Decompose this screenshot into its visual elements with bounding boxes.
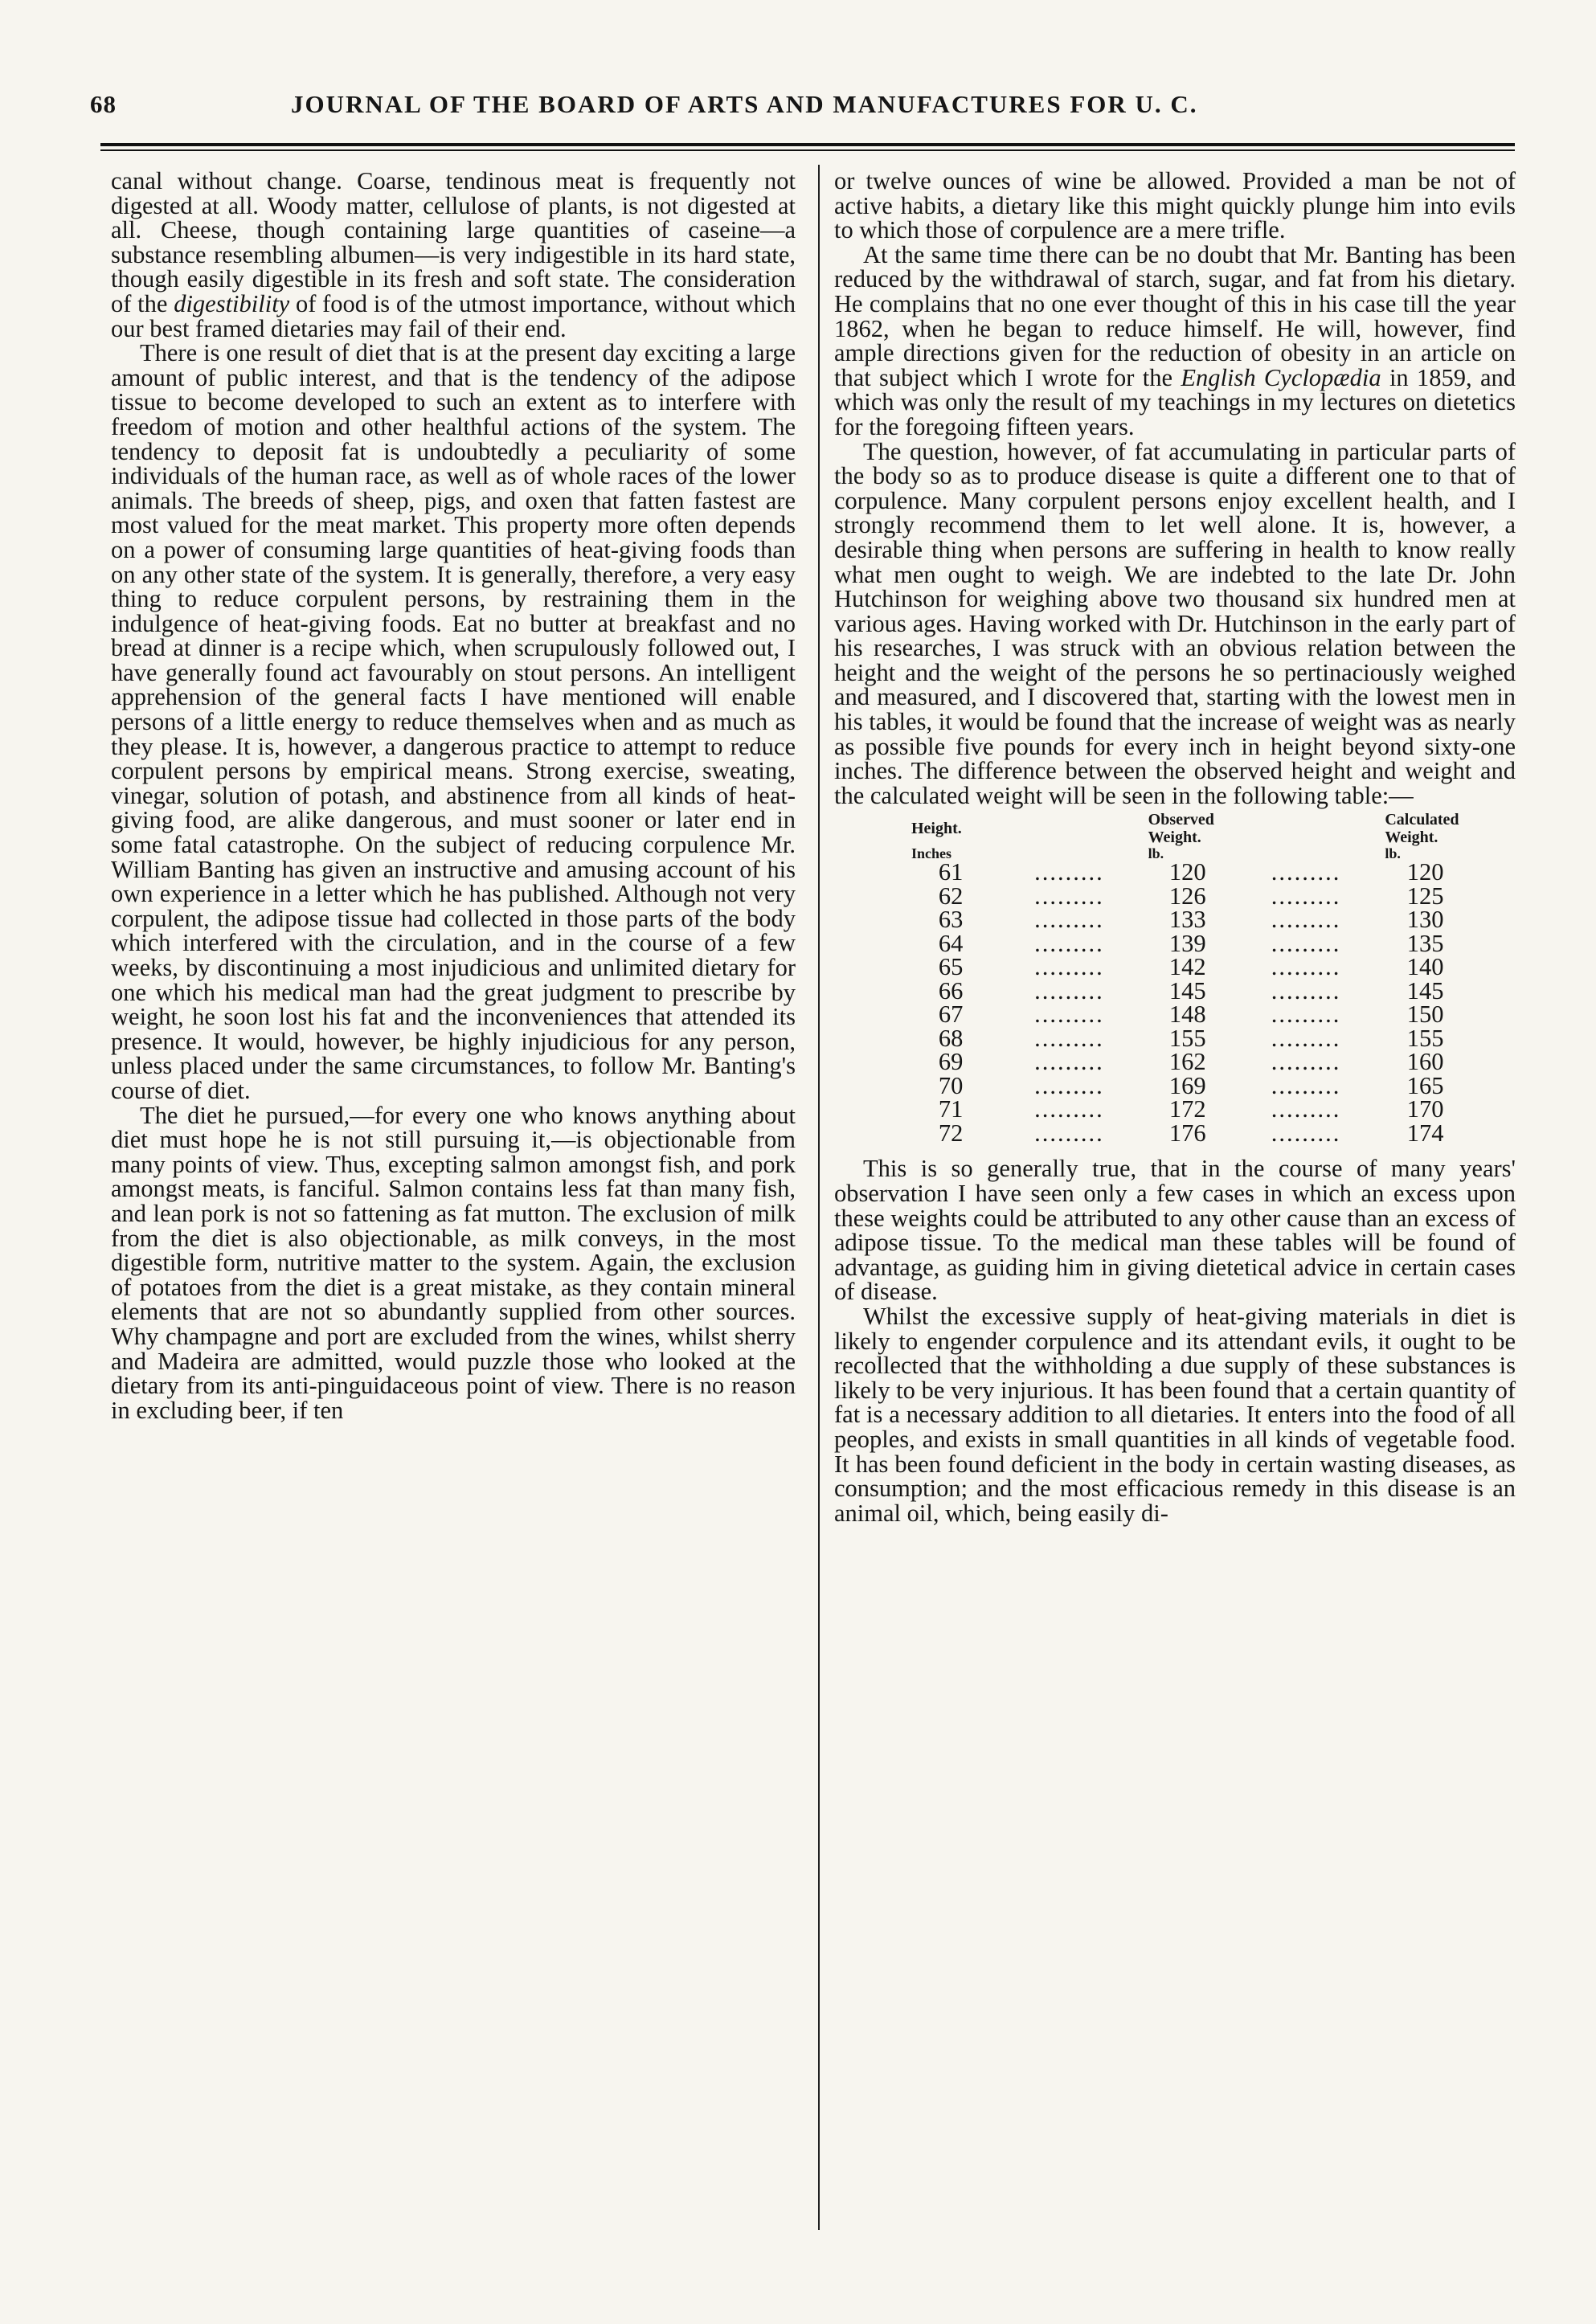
table-row — [911, 1003, 1466, 1027]
leader-dots: ......... — [1271, 882, 1341, 910]
observed-weight-cell: 139 — [1168, 929, 1206, 957]
table-row — [911, 1074, 1466, 1099]
paragraph: The question, however, of fat accumulating in particular parts of the body so as to produce disease is quite a different one to that of corpulence. Many corpulent persons enjoy excellent health, and I strongly recommend them to let well alone. It is, however, a desirable thing when persons are suffering in health to know really what men ought to weigh. We are indebted to the late Dr. John Hutchinson for weighing above two thousand six hundred men at various ages. Having worked with Dr. Hutchinson in the early part of his researches, I was struck with an obvious relation between the height and the weight of the persons he so pertinaciously weighed and measured, and I discovered that, starting with the lowest men in his tables, it would be found that the increase of weight was as nearly as possible five pounds for every inch in height beyond sixty-one inches. The difference between the observed height and weight and the calculated weight will be seen in the following table:— — [834, 437, 1516, 809]
leader-dots: ......... — [1034, 1071, 1104, 1099]
observed-weight-cell: 162 — [1168, 1048, 1206, 1076]
table-header: Observed Weight. — [1148, 811, 1214, 847]
leader-dots: ......... — [1271, 1119, 1341, 1147]
height-cell: 64 — [938, 929, 964, 957]
leader-dots: ......... — [1271, 858, 1341, 886]
calculated-weight-cell: 140 — [1406, 953, 1444, 981]
leader-dots: ......... — [1271, 906, 1341, 934]
height-cell: 62 — [938, 882, 964, 910]
paragraph: Whilst the excessive supply of heat-giving materials in diet is likely to engender corpulence and its attendant evils, it ought to be recollected that the withholding a due supply of these substances is likely to be very injurious. It has been found that a certain quantity of fat is a necessary addition to all dietaries. It enters into the food of all peoples, and exists in small quantities in all kinds of vegetable food. It has been found deficient in the body in certain wasting diseases, as consumption; and the most efficacious remedy in this disease is an animal oil, which, being easily di- — [834, 1303, 1516, 1527]
table-unit: Inches — [911, 845, 952, 862]
table-unit: lb. — [1385, 845, 1401, 862]
observed-weight-cell: 169 — [1168, 1071, 1206, 1099]
leader-dots: ......... — [1271, 1000, 1341, 1029]
height-cell: 67 — [938, 1000, 964, 1029]
height-cell: 71 — [938, 1095, 964, 1123]
table-header: Height. — [911, 820, 962, 838]
paragraph: canal without change. Coarse, tendinous meat is frequently not digested at all. Woody matter, cellulose of plants, is not digested at all. Cheese, though containing large quantities of caseine—a substance resembling albumen—is very indigestible in its hard state, though easily digestible in its fresh and soft state. The consideration of the digestibility of food is of the utmost importance, without which our best framed dietaries may fail of their end. — [111, 167, 796, 342]
left-column — [111, 169, 796, 1422]
calculated-weight-cell: 135 — [1406, 929, 1444, 957]
calculated-weight-cell: 174 — [1406, 1119, 1444, 1147]
table-row — [911, 955, 1466, 980]
leader-dots: ......... — [1034, 1119, 1104, 1147]
leader-dots: ......... — [1271, 1024, 1341, 1052]
leader-dots: ......... — [1034, 1024, 1104, 1052]
height-cell: 65 — [938, 953, 964, 981]
leader-dots: ......... — [1034, 906, 1104, 934]
table-row — [911, 885, 1466, 909]
table-header: Calculated Weight. — [1385, 811, 1459, 847]
observed-weight-cell: 172 — [1168, 1095, 1206, 1123]
page-header — [90, 90, 1512, 130]
calculated-weight-cell: 155 — [1406, 1024, 1444, 1052]
leader-dots: ......... — [1271, 953, 1341, 981]
leader-dots: ......... — [1034, 1048, 1104, 1076]
observed-weight-cell: 120 — [1168, 858, 1206, 886]
paragraph: At the same time there can be no doubt that Mr. Banting has been reduced by the withdrawal of starch, sugar, and fat from his dietary. He complains that no one ever thought of this in his case till the year 1862, when he began to reduce himself. He will, however, find ample directions given for the reduction of obesity in an article on that subject which I wrote for the English Cyclopædia in 1859, and which was only the result of my teachings in my lectures on dietetics for the foregoing fifteen years. — [834, 240, 1516, 440]
table-row — [911, 1027, 1466, 1051]
height-cell: 63 — [938, 906, 964, 934]
calculated-weight-cell: 165 — [1406, 1071, 1444, 1099]
table-row — [911, 980, 1466, 1004]
height-cell: 72 — [938, 1119, 964, 1147]
italic-title: English Cyclopædia — [1181, 363, 1381, 391]
table-body — [911, 858, 1466, 1147]
paragraph: or twelve ounces of wine be allowed. Provided a man be not of active habits, a dietary like this might quickly plunge him into evils to which those of corpulence are a mere trifle. — [834, 167, 1516, 244]
running-title: JOURNAL OF THE BOARD OF ARTS AND MANUFACTURES FOR U. C. — [291, 90, 1198, 118]
leader-dots: ......... — [1034, 858, 1104, 886]
calculated-weight-cell: 125 — [1406, 882, 1444, 910]
table-row — [911, 932, 1466, 956]
table-row — [911, 1098, 1466, 1122]
leader-dots: ......... — [1271, 1048, 1341, 1076]
header-rule — [100, 143, 1515, 146]
calculated-weight-cell: 120 — [1406, 858, 1444, 886]
calculated-weight-cell: 130 — [1406, 906, 1444, 934]
table-row — [911, 1122, 1466, 1146]
leader-dots: ......... — [1034, 1000, 1104, 1029]
leader-dots: ......... — [1271, 976, 1341, 1004]
observed-weight-cell: 133 — [1168, 906, 1206, 934]
observed-weight-cell: 145 — [1168, 976, 1206, 1004]
leader-dots: ......... — [1271, 929, 1341, 957]
height-cell: 61 — [938, 858, 964, 886]
calculated-weight-cell: 170 — [1406, 1095, 1444, 1123]
leader-dots: ......... — [1034, 1095, 1104, 1123]
observed-weight-cell: 142 — [1168, 953, 1206, 981]
calculated-weight-cell: 150 — [1406, 1000, 1444, 1029]
italic-term: digestibility — [174, 289, 290, 317]
right-column — [834, 169, 1516, 1525]
observed-weight-cell: 126 — [1168, 882, 1206, 910]
leader-dots: ......... — [1271, 1071, 1341, 1099]
height-weight-table — [911, 811, 1466, 1145]
height-cell: 68 — [938, 1024, 964, 1052]
header-rule-thin — [100, 149, 1515, 151]
table-row — [911, 1050, 1466, 1074]
leader-dots: ......... — [1034, 976, 1104, 1004]
calculated-weight-cell: 160 — [1406, 1048, 1444, 1076]
observed-weight-cell: 155 — [1168, 1024, 1206, 1052]
page-number: 68 — [90, 90, 117, 118]
calculated-weight-cell: 145 — [1406, 976, 1444, 1004]
observed-weight-cell: 148 — [1168, 1000, 1206, 1029]
height-cell: 66 — [938, 976, 964, 1004]
table-row — [911, 861, 1466, 885]
column-divider — [818, 165, 820, 2230]
paragraph: The diet he pursued,—for every one who knows anything about diet must hope he is not still pursuing it,—is objectionable from many points of view. Thus, excepting salmon amongst fish, and pork amongst meats, is fanciful. Salmon contains less fat than many fish, and lean pork is not so fattening as fat mutton. The exclusion of milk from the diet is also objectionable, as milk conveys, in the most digestible form, nutritive matter to the system. Again, the exclusion of potatoes from the diet is a great mistake, as they contain mineral elements that are not so abundantly supplied from other sources. Why champagne and port are excluded from the wines, whilst sherry and Madeira are admitted, would puzzle those who looked at the dietary from its anti-pinguidaceous point of view. There is no reason in excluding beer, if ten — [111, 1101, 796, 1424]
leader-dots: ......... — [1271, 1095, 1341, 1123]
height-cell: 70 — [938, 1071, 964, 1099]
table-unit: lb. — [1148, 845, 1164, 862]
table-row — [911, 908, 1466, 932]
leader-dots: ......... — [1034, 882, 1104, 910]
height-cell: 69 — [938, 1048, 964, 1076]
leader-dots: ......... — [1034, 953, 1104, 981]
paragraph: This is so generally true, that in the course of many years' observation I have seen only a few cases in which an excess upon these weights could be attributed to any other cause than an excess of adipose tissue. To the medical man these tables will be found of advantage, as guiding him in giving dietetical advice in certain cases of disease. — [834, 1155, 1516, 1306]
leader-dots: ......... — [1034, 929, 1104, 957]
paragraph: There is one result of diet that is at the present day exciting a large amount of public interest, and that is the tendency of the adipose tissue to become developed to such an extent as to interfere with freedom of motion and other healthful actions of the system. The tendency to deposit fat is undoubtedly a peculiarity of some individuals of the human race, as well as of whole races of the lower animals. The breeds of sheep, pigs, and oxen that fatten fastest are most valued for the meat market. This property more often depends on a power of consuming large quantities of heat-giving foods than on any other state of the system. It is generally, therefore, a very easy thing to reduce corpulent persons, by restraining them in the indulgence of heat-giving foods. Eat no butter at breakfast and no bread at dinner is a recipe which, when scrupulously followed out, I have generally found act favourably on stout persons. An intelligent apprehension of the general facts I have mentioned will enable persons of a little energy to reduce themselves when and as much as they please. It is, however, a dangerous practice to attempt to reduce corpulent persons by empirical means. Strong exercise, sweating, vinegar, solution of potash, and abstinence from all kinds of heat-giving food, are alike dangerous, and must sooner or later end in some fatal catastrophe. On the subject of reducing corpulence Mr. William Banting has given an instructive and amusing account of his own experience in a letter which he has published. Although not very corpulent, the adipose tissue had collected in those parts of the body which interfered with the circulation, and in the course of a few weeks, by discontinuing a most injudicious and unlimited dietary for one which his medical man had the great judgment to prescribe by weight, he soon lost his fat and the inconveniences that attended its presence. It would, however, be highly injudicious for any person, unless placed under the same circumstances, to follow Mr. Banting's course of diet. — [111, 339, 796, 1104]
observed-weight-cell: 176 — [1168, 1119, 1206, 1147]
